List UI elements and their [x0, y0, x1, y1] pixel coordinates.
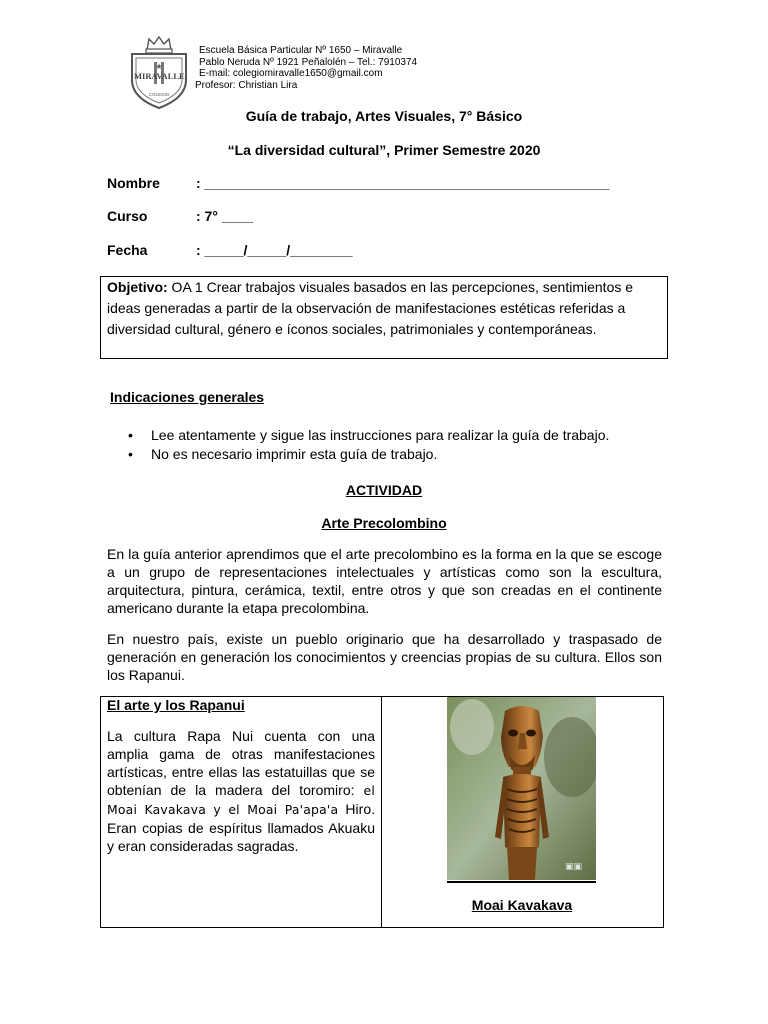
svg-text:★: ★	[155, 62, 163, 71]
objective-box	[100, 276, 668, 359]
field-curso-line[interactable]: : 7° ____	[196, 208, 253, 224]
section-heading-arte-precolombino: Arte Precolombino	[321, 515, 447, 531]
field-label-curso: Curso	[107, 208, 148, 224]
field-fecha-line[interactable]: : _____/_____/________	[196, 242, 353, 258]
teacher-line: Profesor: Christian Lira	[195, 79, 298, 91]
document-subtitle: “La diversidad cultural”, Primer Semestre 2020	[227, 142, 541, 158]
logo-name: MIRAVALLE	[134, 71, 185, 81]
school-logo	[128, 34, 190, 110]
school-header	[195, 45, 418, 91]
objective-label: Objetivo:	[107, 279, 168, 295]
general-instructions-heading: Indicaciones generales	[110, 389, 265, 405]
svg-text:▣▣: ▣▣	[565, 862, 583, 872]
school-name-line: Escuela Básica Particular Nº 1650 – Miravalle	[199, 45, 403, 56]
school-address-line: Pablo Neruda Nº 1921 Peñalolén – Tel.: 7910374	[199, 56, 418, 68]
logo-subtext: COLEGIO	[148, 92, 170, 97]
field-label-nombre: Nombre	[107, 175, 160, 191]
moai-kavakava-image	[447, 697, 596, 880]
instructions-list	[128, 426, 609, 464]
objective-text: OA 1 Crear trabajos visuales basados en las percepciones, sentimientos e ideas generadas a partir de la observación de manifestaciones estéticas referidas a diversidad cultural, género e íconos sociales, patrimoniales y contemporáneas.	[107, 279, 634, 337]
image-underline	[447, 881, 596, 883]
list-item: • Lee atentamente y sigue las instrucciones para realizar la guía de trabajo.	[128, 426, 609, 445]
rapanui-description: La cultura Rapa Nui cuenta con una amplia gama de otras manifestaciones artísticas, entre ellas las estatuillas que se obtenían de la madera del toromiro: el Moai Kavakava y el Moai Pa'apa'a Hiro. Eran copias de espíritus llamados Akuaku y eran consideradas sagradas.	[107, 728, 375, 854]
list-item: • No es necesario imprimir esta guía de trabajo.	[128, 445, 609, 464]
school-email-line: E-mail: colegiomiravalle1650@gmail.com	[199, 68, 383, 79]
image-caption: Moai Kavakava	[471, 897, 573, 913]
table-column-divider	[381, 696, 382, 928]
rapanui-heading: El arte y los Rapanui	[107, 697, 245, 713]
paragraph-precolombino: En la guía anterior aprendimos que el arte precolombino es la forma en la que se escoge a un grupo de representaciones intelectuales y artísticas como son la escultura, arquitectura, pintura, cerámica, textil, entre otros y que son creadas en el continente americano durante la etapa precolombina.	[107, 546, 662, 616]
field-nombre-line[interactable]: : ____________________________________________________	[196, 175, 610, 191]
activity-heading: ACTIVIDAD	[345, 482, 423, 498]
field-label-fecha: Fecha	[107, 242, 148, 258]
moai-statue-illustration	[447, 697, 596, 880]
paragraph-rapanui: En nuestro país, existe un pueblo originario que ha desarrollado y traspasado de generación en generación los conocimientos y creencias propias de su cultura. Ellos son los Rapanui.	[107, 631, 662, 683]
document-title: Guía de trabajo, Artes Visuales, 7° Básico	[245, 108, 523, 124]
